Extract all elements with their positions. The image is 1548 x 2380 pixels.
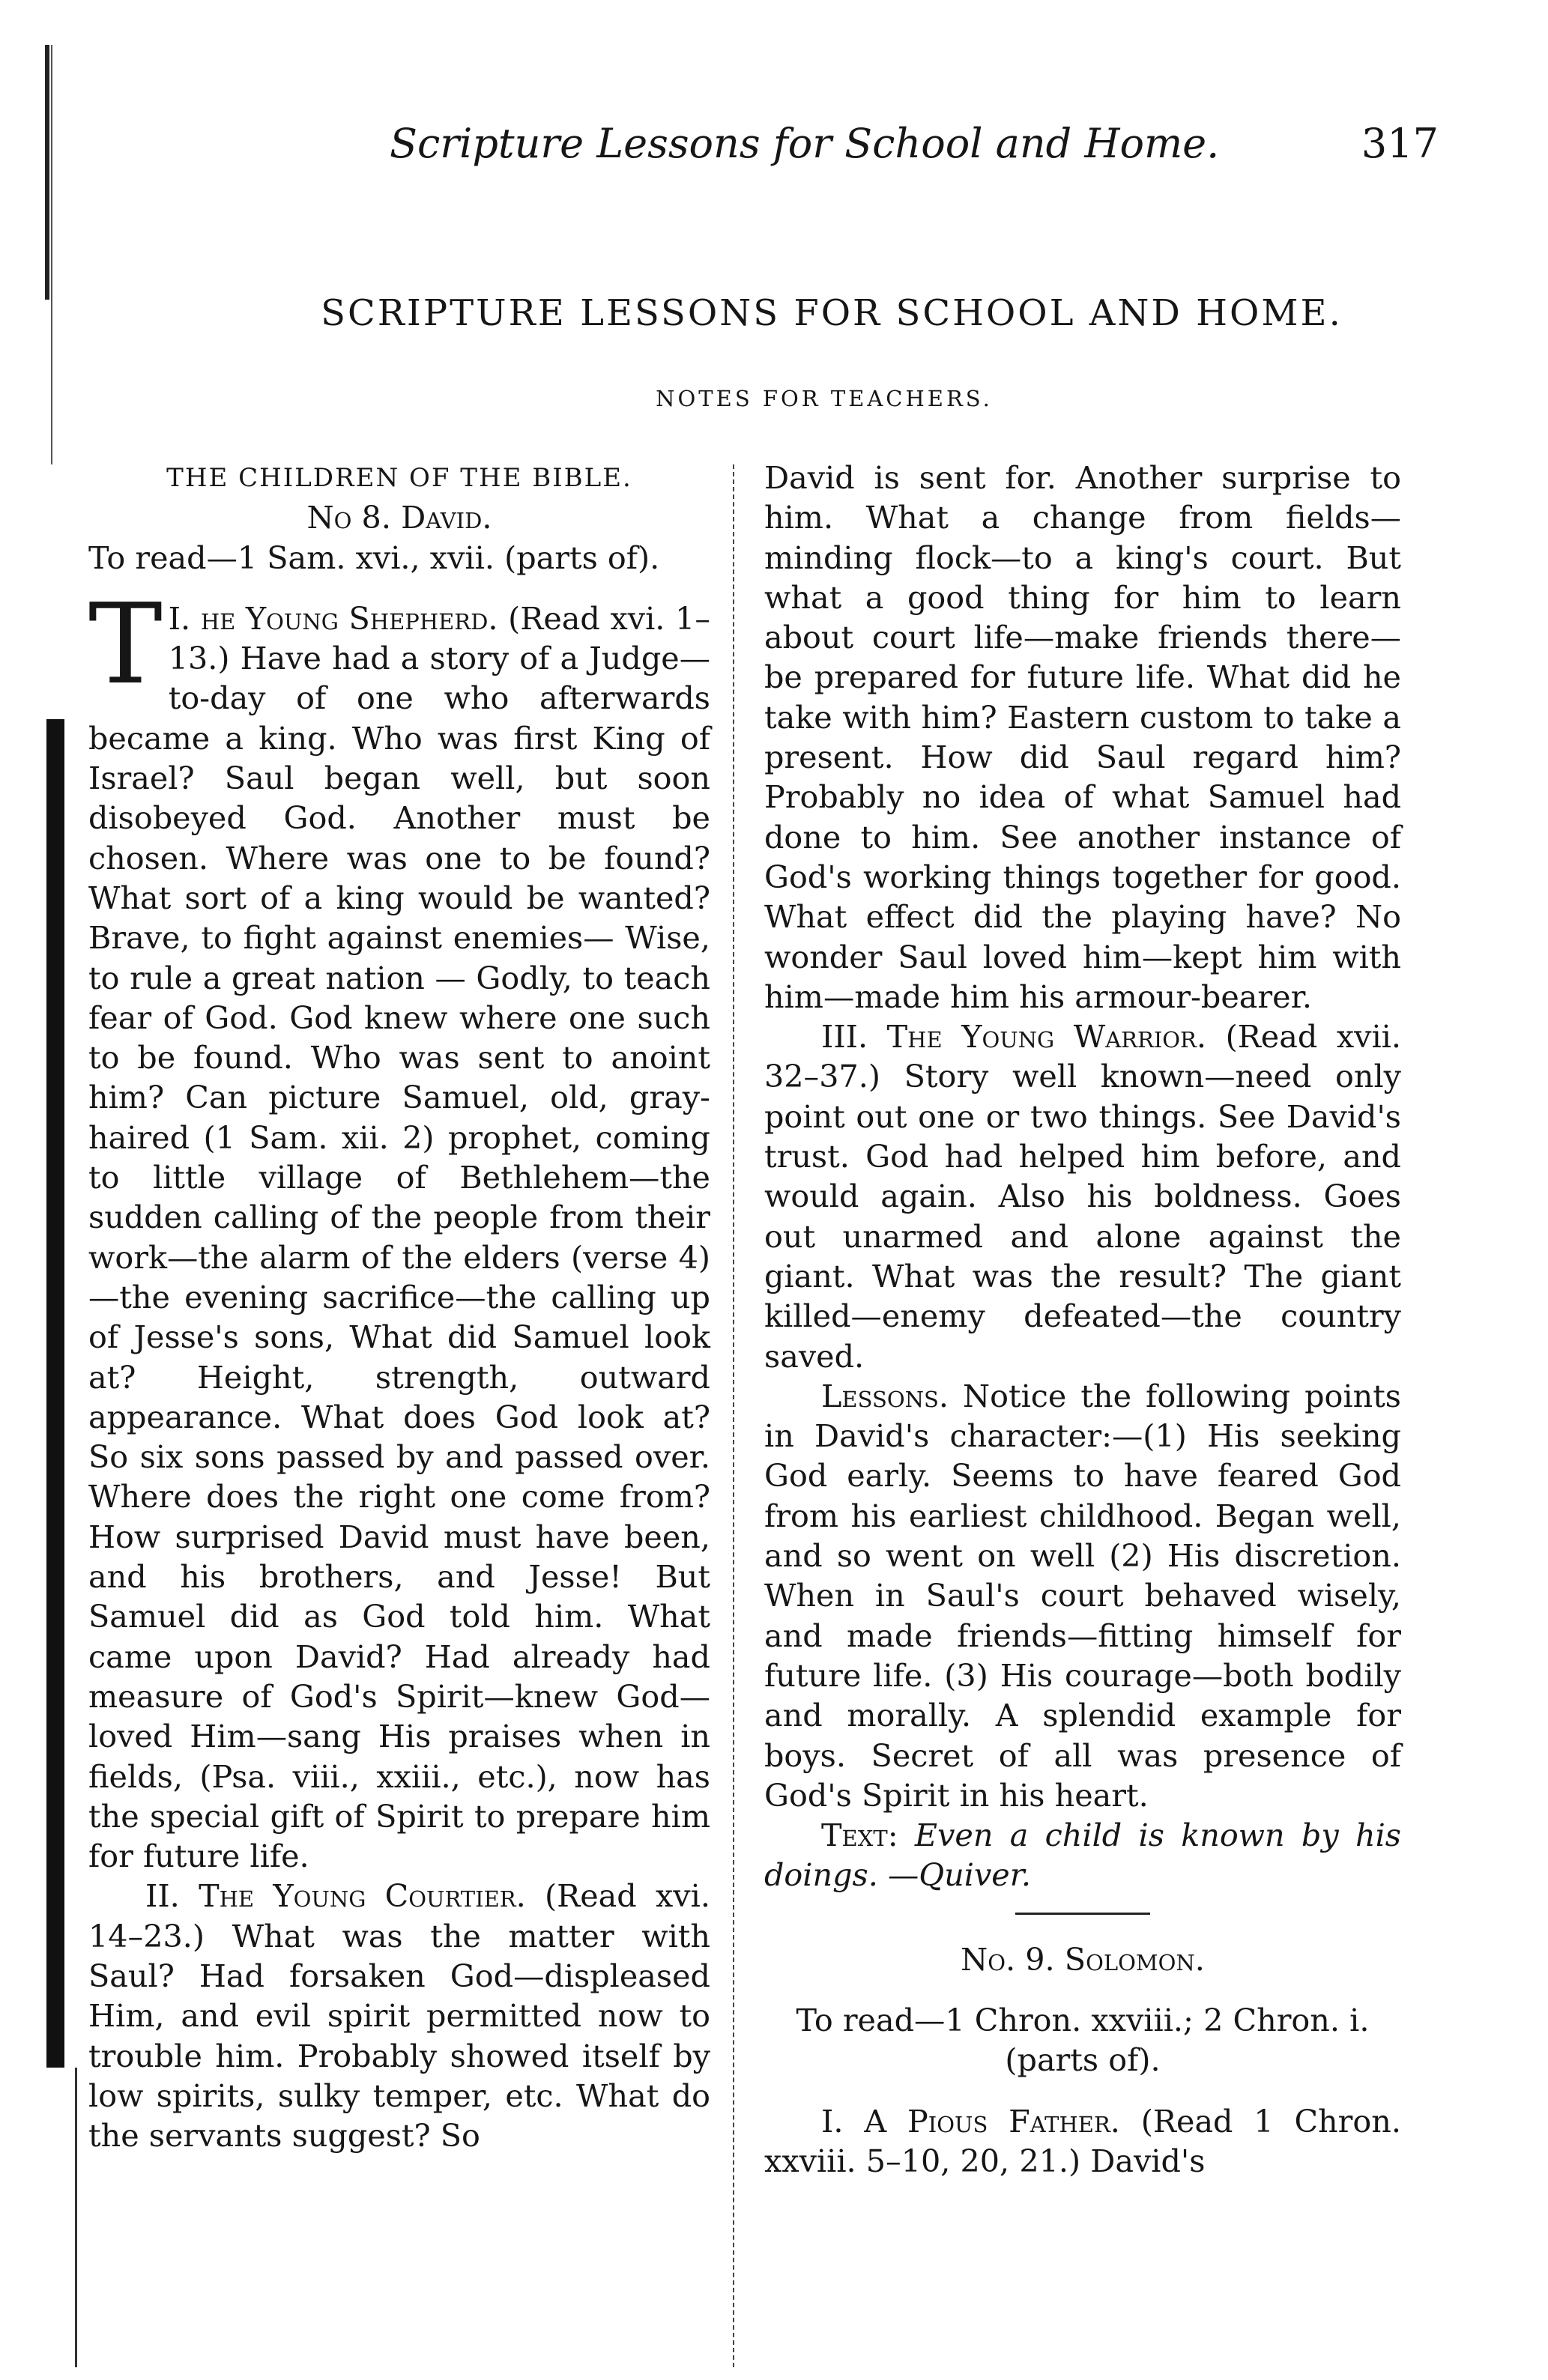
running-head [345,120,1469,187]
article-subtitle: NOTES FOR TEACHERS. [656,386,993,411]
section-head: A Pious Father. [864,2103,1120,2140]
page-edge-rule-thin [51,45,52,464]
binding-shadow [46,719,64,2068]
lesson-8-heading: No 8. David. [306,500,492,536]
lessons-label: Lessons. [821,1378,949,1414]
section-number: I. [821,2103,844,2140]
section-rule [1015,1913,1150,1915]
section-body: (Read 1 Chron. xxviii. 5–10, 20, 21.) David's [764,2103,1401,2179]
section-head: The Young Warrior. [886,1019,1207,1056]
section-young-shepherd [88,579,710,1877]
text-quote: Even a child is known by his doings. [764,1817,1401,1894]
text-source: —Quiver. [888,1857,1032,1894]
page-number: 317 [1361,120,1439,167]
section-head: he Young Shepherd. [200,600,498,637]
lesson-heading [88,498,710,538]
section-pious-father [764,2102,1401,2182]
section-body: (Read xvi. 1–13.) Have had a story of a Judge—to-day of one who afterwards became a king. Who was first King of Israel? Saul began well, but soon disobeyed God. Another must be chosen. Where was one to be found? What sort of a king would be wanted? Brave, to fight against enemies— Wise, to rule a great nation — Godly, to teach fear of God. God knew where one such to be found. Who was sent to anoint him? Can picture Samuel, old, gray-haired (1 Sam. xii. 2) prophet, coming to little village of Bethlehem—the sudden calling of the people from their work—the alarm of the elders (verse 4)—the evening sacrifice—the calling up of Jesse's sons, What did Samuel look at? Height, strength, outward appearance. What does God look at? So six sons passed by and passed over. Where does the right one come from? How surprised David must have been, and his brothers, and Jesse! But Samuel did as God told him. What came upon David? Had already had measure of God's Spirit—knew God—loved Him—sang His praises when in fields, (Psa. viii., xxiii., etc.), now has the special gift of Spirit to prepare him for future life. [88,600,710,1875]
text-label: Text: [821,1817,898,1854]
left-column [88,458,710,2156]
section-head: The Young Courtier. [199,1878,526,1915]
article-title: SCRIPTURE LESSONS FOR SCHOOL AND HOME. [321,292,1343,334]
column-divider [733,464,734,2367]
lessons-body: Notice the following points in David's character:—(1) His seeking God early. Seems to have feared God from his earliest childhood. Began well, and so went on well (2) His discretion. When in Saul's court behaved wisely, and made friends—fitting himself for future life. (3) His courage—both bodily and morally. A splendid example for boys. Secret of all was presence of God's Spirit in his heart. [764,1378,1401,1814]
continuation-paragraph: David is sent for. Another surprise to him. What a change from fields—minding flock—to a king's court. But what a good thing for him to learn about court life—make friends there—be prepared for future life. What did he take with him? Eastern custom to take a present. How did Saul regard him? Probably no idea of what Samuel had done to him. See another instance of God's working things together for good. What effect did the playing have? No wonder Saul loved him—kept him with him—made him his armour-bearer. [764,460,1401,1015]
lesson-9-to-read: To read—1 Chron. xxviii.; 2 Chron. i. (parts of). [796,2002,1370,2079]
section-young-courtier [88,1877,710,2156]
running-title: Scripture Lessons for School and Home. [390,120,1220,167]
lessons-paragraph [764,1377,1401,1816]
section-number: III. [821,1019,868,1056]
lesson-9-heading-text: No. 9. Solomon. [961,1941,1205,1978]
section-young-warrior [764,1017,1401,1377]
page-edge-rule [45,45,49,300]
to-read-line: To read—1 Sam. xvi., xvii. (parts of). [88,539,660,576]
section-body: (Read xvi. 14–23.) What was the matter with Saul? Had forsaken God—displeased Him, and evil spirit permitted now to trouble him. Probably showed itself by low spirits, sulky temper, etc. What do the servants suggest? So [88,1878,710,2155]
text-paragraph [764,1816,1401,1896]
right-column [764,458,1401,2181]
binding-shadow-thin [75,2068,77,2367]
section-number: II. [145,1878,180,1915]
section-body: (Read xvii. 32–37.) Story well known—need only point out one or two things. See David's trust. God had helped him before, and would again. Also his boldness. Goes out unarmed and alone against the giant. What was the result? The giant killed—enemy defeated—the country saved. [764,1019,1401,1375]
section-number: I. [168,600,191,637]
lesson-9-heading [764,1940,1401,1980]
series-heading: THE CHILDREN OF THE BIBLE. [166,463,632,493]
drop-cap: T [88,579,163,709]
